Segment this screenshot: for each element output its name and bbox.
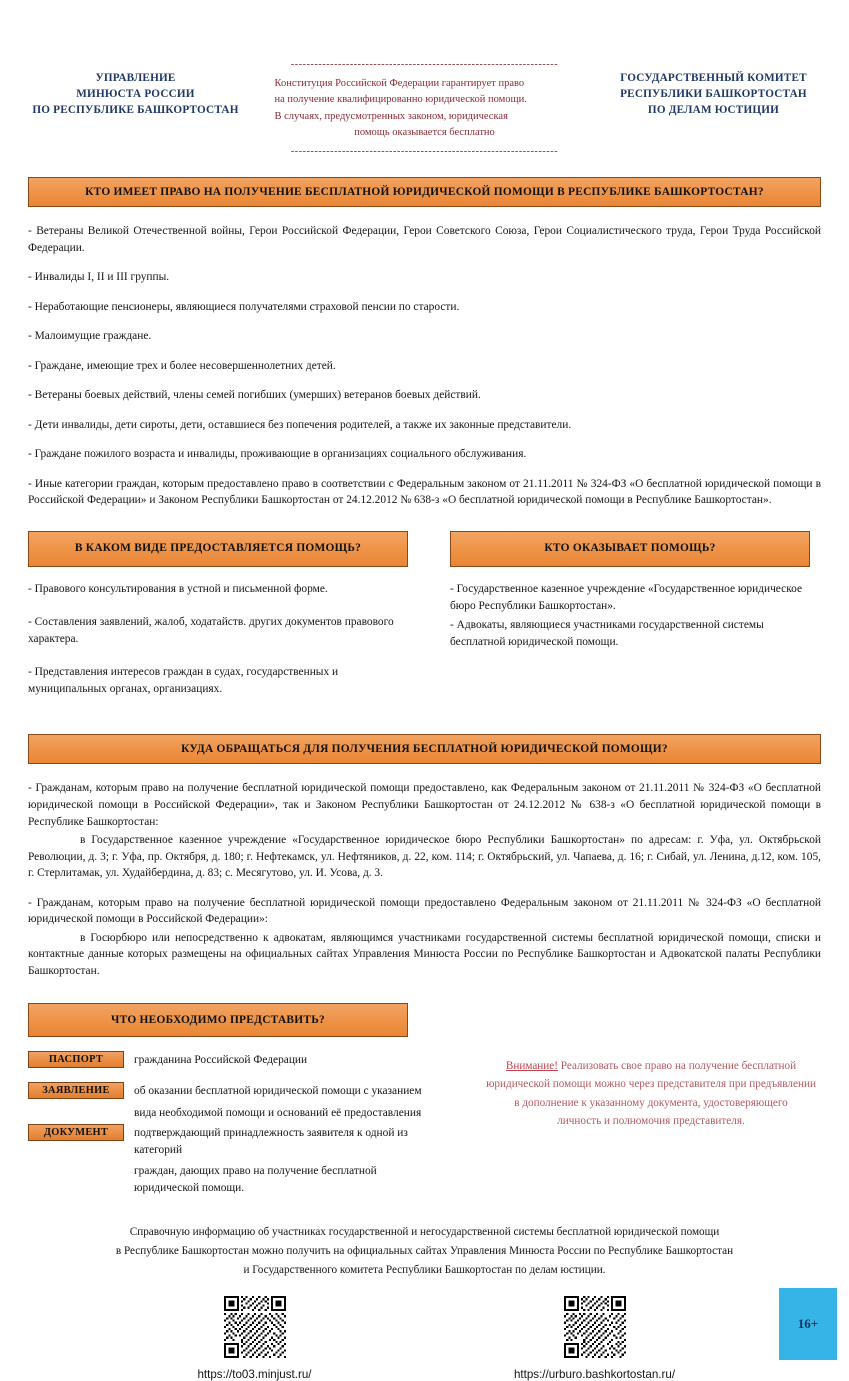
list-item: - Адвокаты, являющиеся участниками государственной системы бесплатной юридической помощи. bbox=[450, 619, 764, 649]
footer-line-1: Справочную информацию об участниках государственной и негосударственной системы бесплатной юридической помощи bbox=[129, 1226, 720, 1239]
header-right-line-3: ПО ДЕЛАМ ЮСТИЦИИ bbox=[647, 104, 780, 117]
list-item: - Ветераны Великой Отечественной войны, Герои Российской Федерации, Герои Советского Союза, Герои Социалистического труда, Герои Труда Российской Федерации. bbox=[28, 225, 821, 254]
footer-line-2: в Республике Башкортостан можно получить на официальных сайтах Управления Минюста России по Республике Башкортостан bbox=[115, 1244, 734, 1257]
paragraph: - Гражданам, которым право на получение бесплатной юридической помощи предоставлено Федеральным законом от 21.11.2011 № 324-ФЗ «О бесплатной юридической помощи в Российской Федерации»: bbox=[28, 896, 821, 926]
providers-list bbox=[450, 581, 810, 651]
constitution-quote-block bbox=[275, 60, 575, 157]
list-item: - Представления интересов граждан в судах, государственных и муниципальных органах, организациях. bbox=[28, 666, 339, 696]
document-row-document bbox=[28, 1124, 458, 1159]
list-item: - Правового консультирования в устной и письменной форме. bbox=[28, 582, 328, 595]
list-item: - Граждане пожилого возраста и инвалиды, проживающие в организациях социального обслуживания. bbox=[28, 448, 527, 461]
submit-left-column bbox=[28, 1003, 458, 1197]
footer-line-3: и Государственного комитета Республики Башкортостан по делам юстиции. bbox=[243, 1263, 606, 1276]
header-right-line-2: РЕСПУБЛИКИ БАШКОРТОСТАН bbox=[620, 88, 807, 101]
header-left-organization bbox=[28, 60, 243, 119]
divider-dashed-top: -------------------------------------------------------------------- bbox=[290, 59, 559, 70]
qr-url-minjust[interactable]: https://to03.minjust.ru/ bbox=[197, 1367, 312, 1381]
attention-line-4: личность и полномочия представителя. bbox=[557, 1114, 745, 1127]
header-right-organization bbox=[606, 60, 821, 119]
required-documents-list bbox=[28, 1051, 458, 1197]
attention-line-2: юридической помощи можно через представителя при предъявлении bbox=[486, 1078, 816, 1091]
banner-where-to-apply bbox=[28, 734, 821, 764]
banner-who-is-eligible-text: КТО ИМЕЕТ ПРАВО НА ПОЛУЧЕНИЕ БЕСПЛАТНОЙ ЮРИДИЧЕСКОЙ ПОМОЩИ В РЕСПУБЛИКЕ БАШКОРТОСТАН? bbox=[85, 185, 764, 198]
document-row-passport bbox=[28, 1051, 458, 1069]
qr-code-area bbox=[0, 1296, 849, 1381]
age-rating-label: 16+ bbox=[797, 1315, 819, 1331]
where-to-apply-body bbox=[0, 780, 849, 979]
what-to-submit-section bbox=[0, 1003, 849, 1197]
paragraph-detail: в Госюрбюро или непосредственно к адвокатам, являющимся участниками государственной системы бесплатной юридической помощи, списки и контактные данные которых размещены на официальных сайтах Управления Минюста России по Республике Башкортостан и Адвокатской палаты Республики Башкортостан. bbox=[28, 931, 821, 977]
document-application-continuation: вида необходимой помощи и оснований её предоставления bbox=[134, 1106, 422, 1119]
banner-forms-of-help bbox=[28, 531, 408, 567]
providers-column bbox=[450, 531, 810, 715]
qr-code-minjust-icon[interactable] bbox=[224, 1296, 286, 1358]
footer-reference-note bbox=[0, 1223, 849, 1279]
banner-who-is-eligible bbox=[28, 177, 821, 207]
banner-where-to-apply-text: КУДА ОБРАЩАТЬСЯ ДЛЯ ПОЛУЧЕНИЯ БЕСПЛАТНОЙ ЮРИДИЧЕСКОЙ ПОМОЩИ? bbox=[181, 743, 668, 756]
chip-passport bbox=[28, 1051, 124, 1068]
qr-block-minjust bbox=[155, 1296, 355, 1381]
document-row-application bbox=[28, 1082, 458, 1100]
chip-application bbox=[28, 1082, 124, 1099]
chip-application-label: ЗАЯВЛЕНИЕ bbox=[42, 1085, 110, 1097]
banner-who-provides-help-text: КТО ОКАЗЫВАЕТ ПОМОЩЬ? bbox=[544, 542, 716, 555]
qr-code-urburo-icon[interactable] bbox=[564, 1296, 626, 1358]
list-item: - Неработающие пенсионеры, являющиеся получателями страховой пенсии по старости. bbox=[28, 300, 460, 313]
chip-document-label: ДОКУМЕНТ bbox=[43, 1126, 109, 1138]
header-left-line-1: УПРАВЛЕНИЕ bbox=[95, 72, 176, 84]
attention-line-1-text: Реализовать свое право на получение бесплатной bbox=[557, 1060, 797, 1073]
banner-who-provides-help bbox=[450, 531, 810, 567]
list-item: - Составления заявлений, жалоб, ходатайств. других документов правового характера. bbox=[28, 616, 394, 646]
divider-dashed-bottom: -------------------------------------------------------------------- bbox=[290, 146, 559, 158]
attention-line-1 bbox=[481, 1057, 821, 1075]
qr-url-urburo[interactable]: https://urburo.bashkortostan.ru/ bbox=[513, 1367, 676, 1381]
paragraph-detail: в Государственное казенное учреждение «Государственное юридическое бюро Республики Башкортостан» по адресам: г. Уфа, ул. Октябрьской Революции, д. 3; г. Уфа, пр. Октября, д. 180; г. Нефтекамск, ул. Нефтяников, д. 22, ком. 114; г. Октябрьский, ул. Чапаева, д. 16; г. Сибай, ул. Ленина, д.12, ком. 105, г. Стерлитамак, ул. Худайбердина, д. 83; с. Месягутово, ул. И. Усова, д. 3. bbox=[28, 834, 821, 880]
forms-list bbox=[28, 581, 408, 699]
chip-document bbox=[28, 1124, 124, 1141]
list-item: - Малоимущие граждане. bbox=[28, 330, 152, 343]
document-passport-text: гражданина Российской Федерации bbox=[134, 1054, 308, 1067]
header-right-line-1: ГОСУДАРСТВЕННЫЙ КОМИТЕТ bbox=[620, 72, 807, 84]
attention-label: Внимание! bbox=[505, 1060, 558, 1073]
age-rating-badge bbox=[779, 1288, 837, 1360]
banner-forms-of-help-text: В КАКОМ ВИДЕ ПРЕДОСТАВЛЯЕТСЯ ПОМОЩЬ? bbox=[74, 542, 362, 555]
paragraph: - Гражданам, которым право на получение бесплатной юридической помощи предоставлено, как Федеральным законом от 21.11.2011 № 324-ФЗ «О бесплатной юридической помощи в Российской Федерации», так и Законом Республики Башкортостан от 24.12.2012 № 638-з «О бесплатной юридической помощи в Республике Башкортостан: bbox=[28, 782, 821, 828]
forms-column bbox=[28, 531, 408, 715]
attention-line-3: в дополнение к указанному документа, удостоверяющего bbox=[514, 1096, 788, 1109]
document-document-continuation: граждан, дающих право на получение бесплатной юридической помощи. bbox=[134, 1164, 377, 1194]
qr-block-urburo bbox=[495, 1296, 695, 1381]
constitution-line-1: Конституция Российской Федерации гарантирует право bbox=[274, 78, 525, 89]
constitution-line-2: на получение квалифицированно юридической помощи. bbox=[274, 94, 527, 106]
document-document-text: подтверждающий принадлежность заявителя к одной из категорий bbox=[134, 1126, 408, 1156]
attention-notice bbox=[481, 1003, 821, 1197]
banner-what-to-submit-text: ЧТО НЕОБХОДИМО ПРЕДСТАВИТЬ? bbox=[111, 1013, 325, 1026]
forms-and-providers-section bbox=[0, 531, 849, 715]
document-header bbox=[0, 0, 849, 157]
list-item: - Иные категории граждан, которым предоставлено право в соответствии с Федеральным законом от 21.11.2011 № 324-ФЗ «О бесплатной юридической помощи в Российской Федерации» и Законом Республики Башкортостан от 24.12.2012 № 638-з «О бесплатной юридической помощи в Республике Башкортостан». bbox=[28, 477, 821, 507]
constitution-line-3: В случаях, предусмотренных законом, юридическая bbox=[274, 110, 508, 122]
document-application-text: об оказании бесплатной юридической помощи с указанием bbox=[134, 1085, 422, 1098]
list-item: - Инвалиды I, II и III группы. bbox=[28, 271, 170, 284]
list-item: - Государственное казенное учреждение «Государственное юридическое бюро Республики Башкортостан». bbox=[450, 582, 803, 613]
header-left-line-3: ПО РЕСПУБЛИКЕ БАШКОРТОСТАН bbox=[32, 104, 239, 117]
chip-passport-label: ПАСПОРТ bbox=[48, 1054, 104, 1066]
list-item: - Ветераны боевых действий, члены семей погибших (умерших) ветеранов боевых действий. bbox=[28, 389, 481, 402]
header-left-line-2: МИНЮСТА РОССИИ bbox=[76, 88, 195, 101]
constitution-line-4: помощь оказывается бесплатно bbox=[354, 126, 495, 138]
list-item: - Дети инвалиды, дети сироты, дети, оставшиеся без попечения родителей, а также их законные представители. bbox=[28, 418, 572, 431]
list-item: - Граждане, имеющие трех и более несовершеннолетних детей. bbox=[28, 359, 336, 372]
eligibility-list bbox=[0, 223, 849, 509]
banner-what-to-submit bbox=[28, 1003, 408, 1037]
